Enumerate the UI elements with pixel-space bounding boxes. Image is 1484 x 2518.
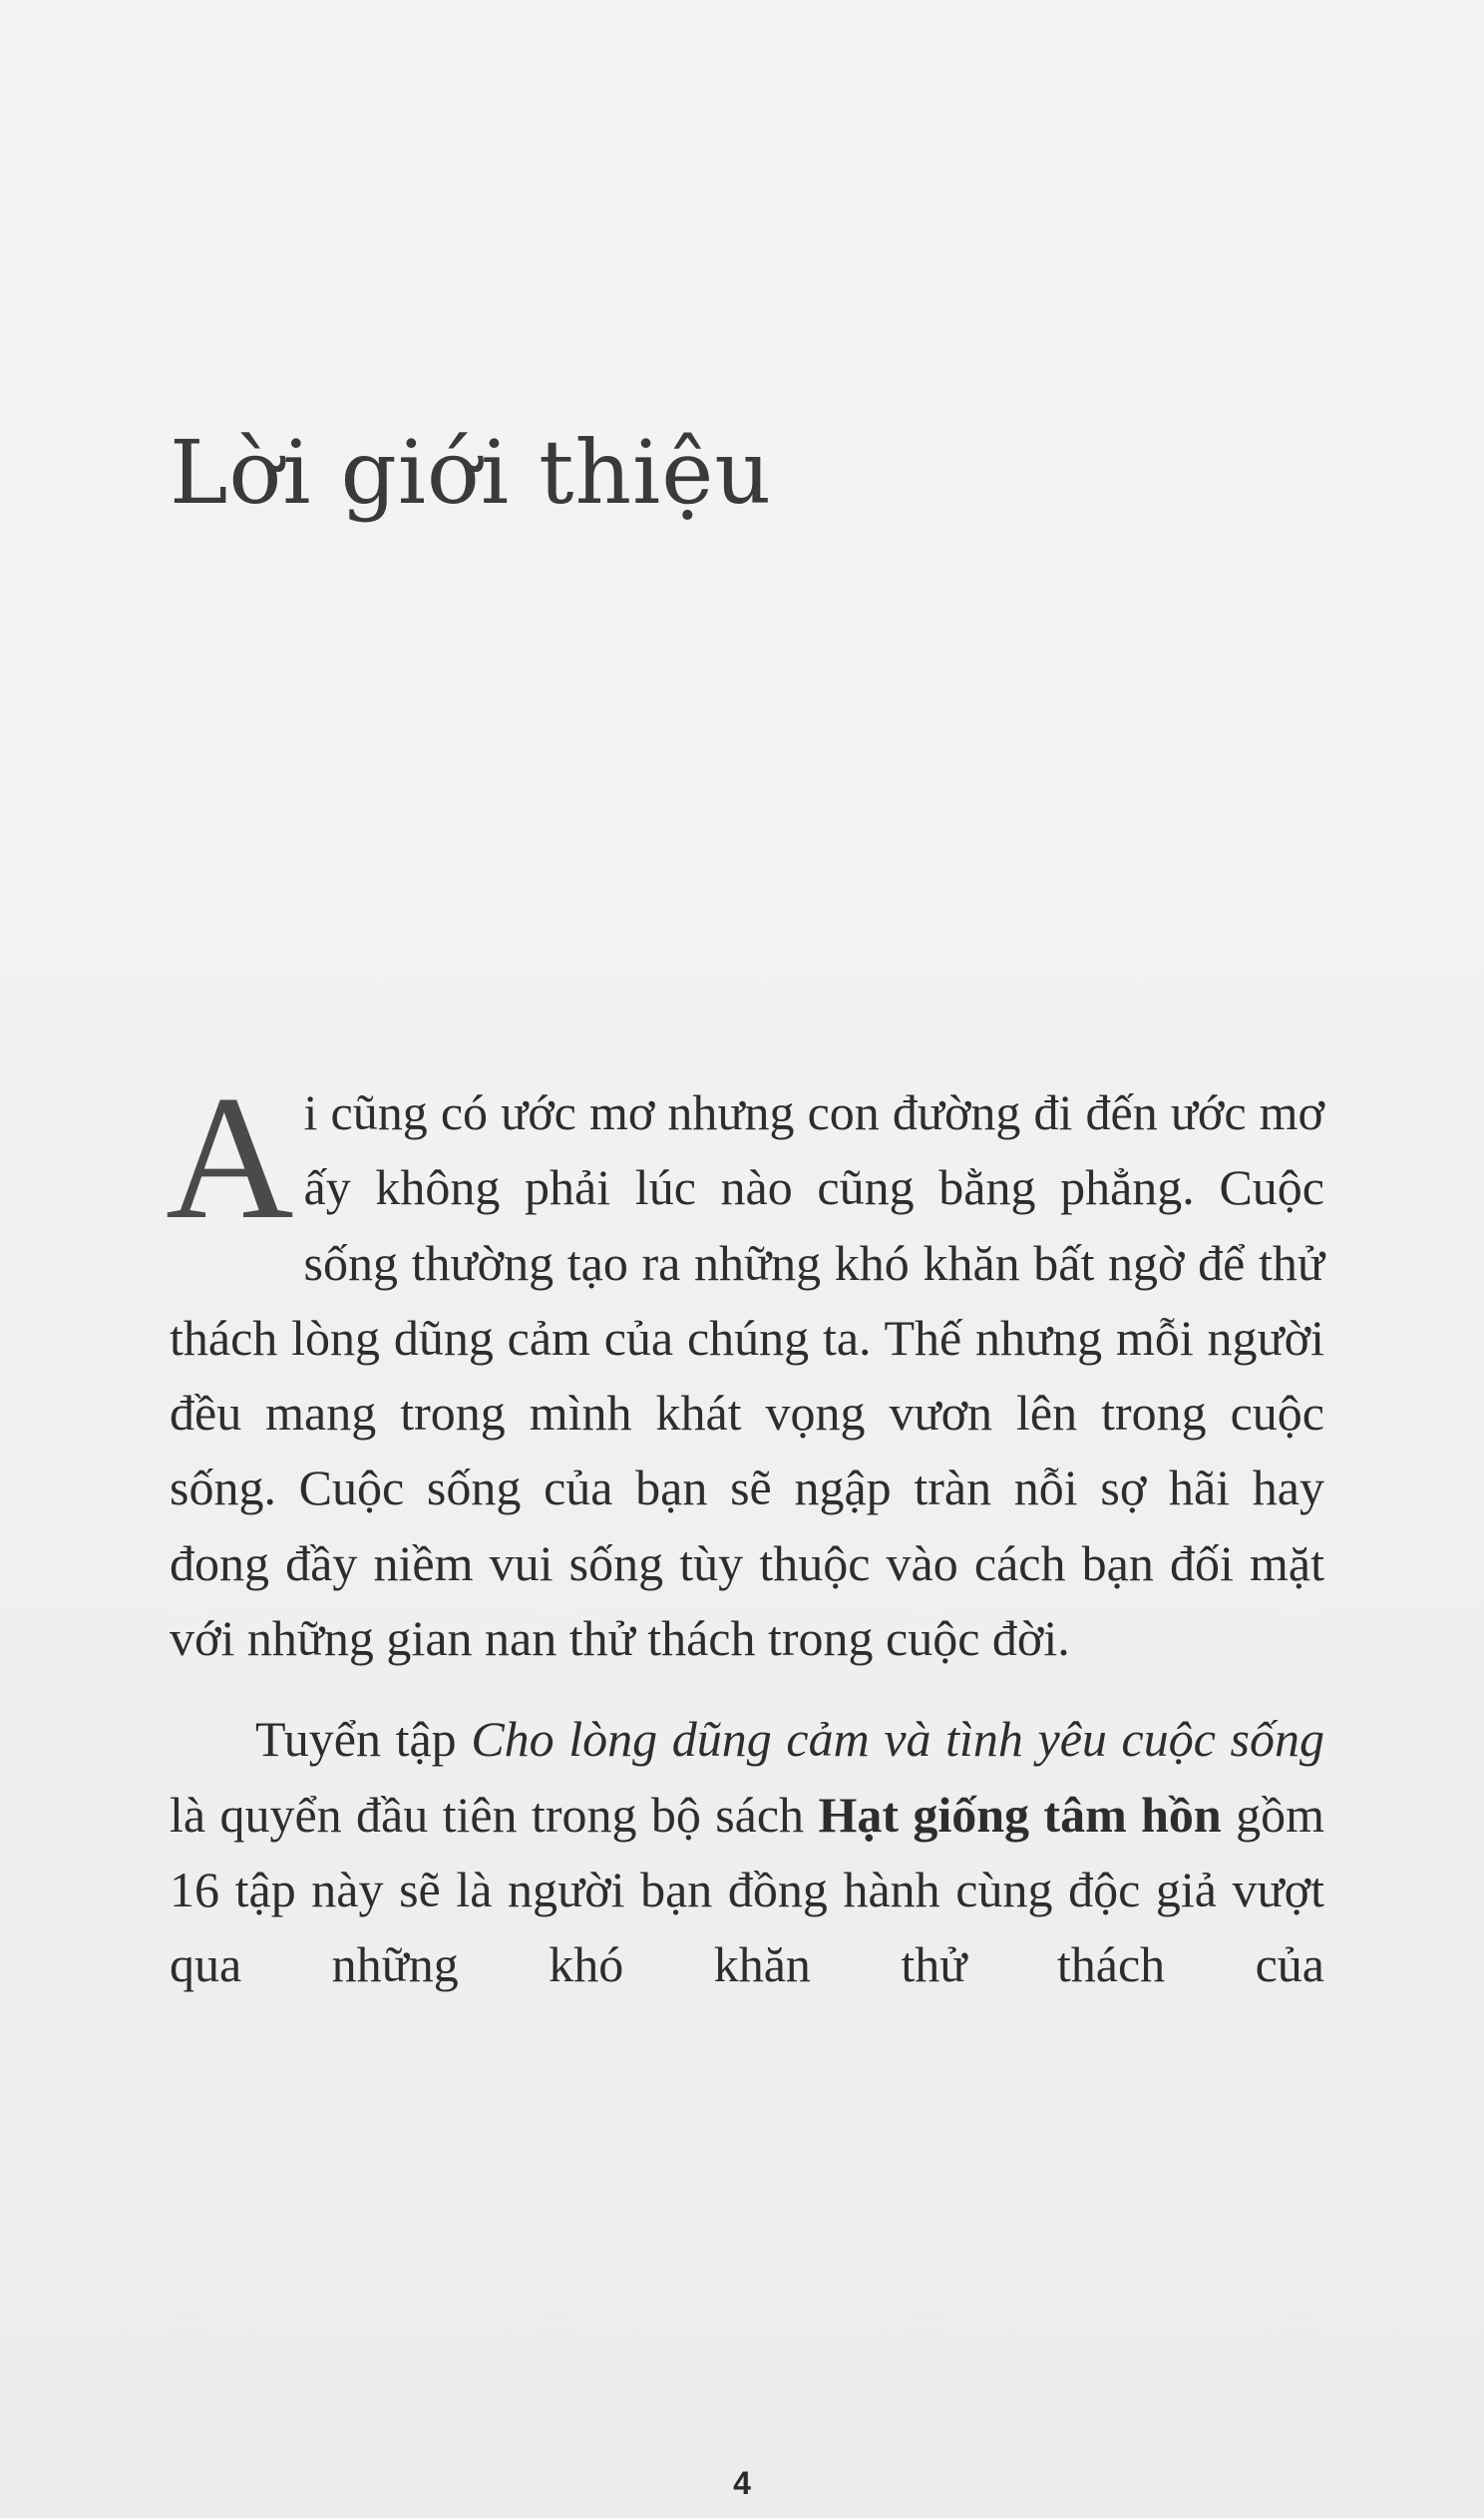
paragraph-intro — [166, 1058, 1324, 1676]
paragraph-series-text-after: gồm 16 tập này sẽ là người bạn đồng hành cùng độc giả vượt qua những khó khăn thử thách của — [170, 1786, 1324, 1993]
chapter-heading: Lời giới thiệu — [170, 421, 773, 524]
paragraph-intro-text: i cũng có ước mơ nhưng con đường đi đến ước mơ ấy không phải lúc nào cũng bằng phẳng. Cuộc sống thường tạo ra những khó khăn bất ngờ để thử thách lòng dũng cảm của chúng ta. Thế nhưng mỗi người đều mang trong mình khát vọng vươn lên trong cuộc sống. Cuộc sống của bạn sẽ ngập tràn nỗi sợ hãi hay đong đầy niềm vui sống tùy thuộc vào cách bạn đối mặt với những gian nan thử thách trong cuộc đời. — [170, 1084, 1324, 1667]
page-number: 4 — [733, 2465, 751, 2501]
series-name-bold: Hạt giống tâm hồn — [818, 1786, 1222, 1843]
paragraph-series-text-before: Tuyển tập — [255, 1711, 472, 1768]
drop-cap: A — [166, 1058, 294, 1256]
book-title-italic: Cho lòng dũng cảm và tình yêu cuộc sống — [471, 1711, 1325, 1768]
paragraph-series — [170, 1702, 1324, 2002]
body-text — [166, 1058, 1325, 2003]
paragraph-series-text-middle: là quyển đầu tiên trong bộ sách — [170, 1786, 819, 1843]
